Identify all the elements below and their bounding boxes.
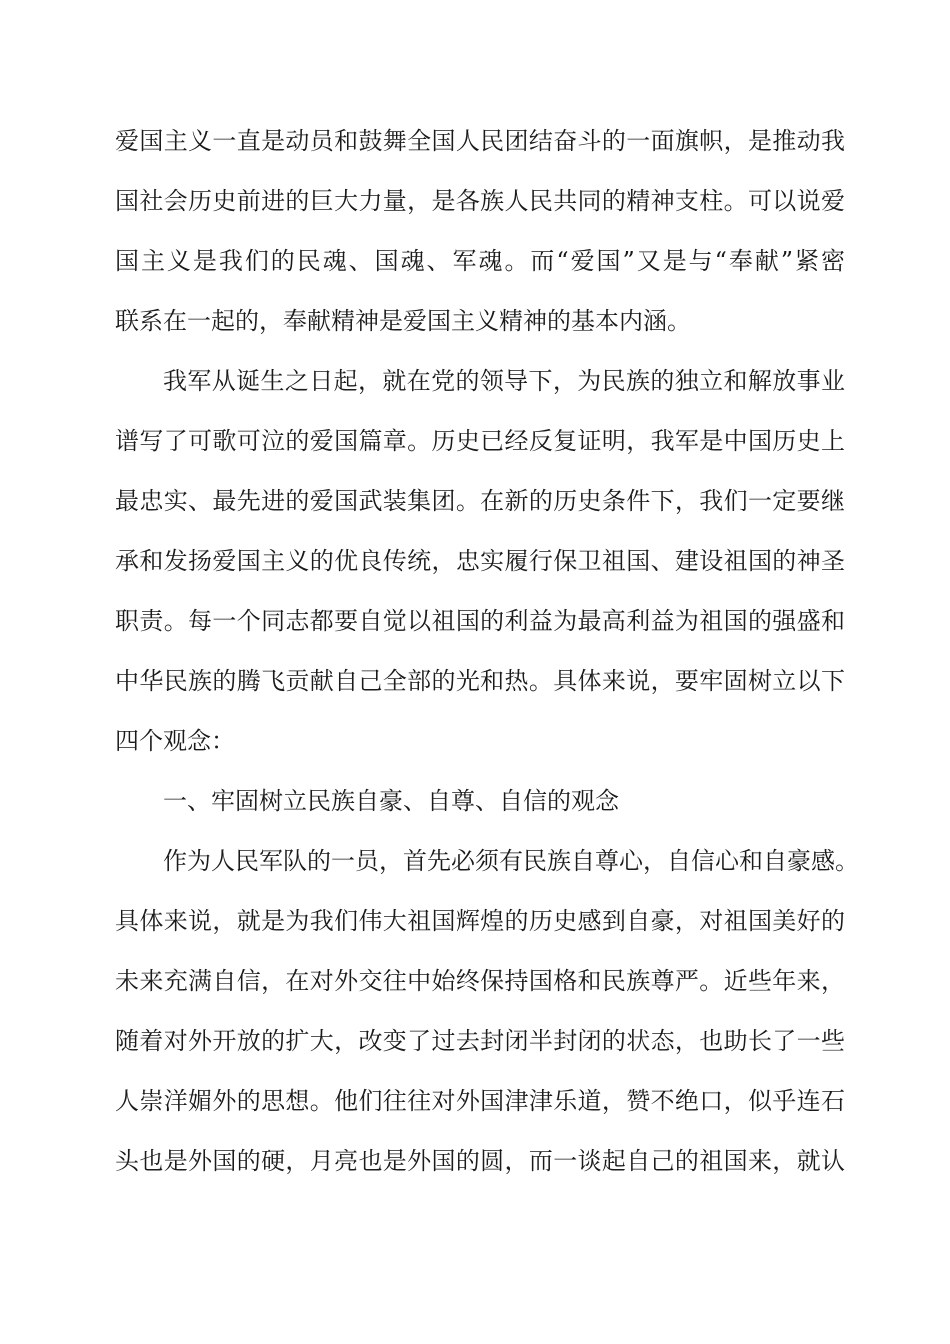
text-line: 随着对外开放的扩大，改变了过去封闭半封闭的状态，也助长了一些: [115, 1027, 845, 1055]
text-line: 未来充满自信，在对外交往中始终保持国格和民族尊严。近些年来，: [115, 967, 845, 995]
text-line: 人崇洋媚外的思想。他们往往对外国津津乐道，赞不绝口，似乎连石: [115, 1087, 845, 1115]
text-line: 作为人民军队的一员，首先必须有民族自尊心，自信心和自豪感。: [163, 847, 859, 875]
text-line: 谱写了可歌可泣的爱国篇章。历史已经反复证明，我军是中国历史上: [115, 427, 845, 455]
text-line: 国社会历史前进的巨大力量，是各族人民共同的精神支柱。可以说爱: [115, 187, 845, 215]
text-line: 我军从诞生之日起，就在党的领导下，为民族的独立和解放事业: [163, 367, 845, 395]
paragraph-1: [115, 111, 845, 351]
paragraph-3: [115, 831, 859, 1191]
text-line: 职责。每一个同志都要自觉以祖国的利益为最高利益为祖国的强盛和: [115, 607, 845, 635]
text-line: 国主义是我们的民魂、国魂、军魂。而“爱国”又是与“奉献”紧密: [115, 247, 845, 275]
text-line: 四个观念：: [115, 727, 235, 755]
text-line: 中华民族的腾飞贡献自己全部的光和热。具体来说，要牢固树立以下: [115, 667, 845, 695]
text-line: 承和发扬爱国主义的优良传统，忠实履行保卫祖国、建设祖国的神圣: [115, 547, 845, 575]
heading-line: 一、牢固树立民族自豪、自尊、自信的观念: [163, 787, 619, 815]
document-body: [115, 111, 859, 1191]
text-line: 头也是外国的硬，月亮也是外国的圆，而一谈起自己的祖国来，就认: [115, 1147, 845, 1175]
text-line: 最忠实、最先进的爱国武装集团。在新的历史条件下，我们一定要继: [115, 487, 845, 515]
text-line: 联系在一起的，奉献精神是爱国主义精神的基本内涵。: [115, 307, 691, 335]
section-heading: [115, 771, 845, 831]
text-line: 爱国主义一直是动员和鼓舞全国人民团结奋斗的一面旗帜，是推动我: [115, 127, 845, 155]
text-line: 具体来说，就是为我们伟大祖国辉煌的历史感到自豪，对祖国美好的: [115, 907, 845, 935]
paragraph-2: [115, 351, 845, 771]
